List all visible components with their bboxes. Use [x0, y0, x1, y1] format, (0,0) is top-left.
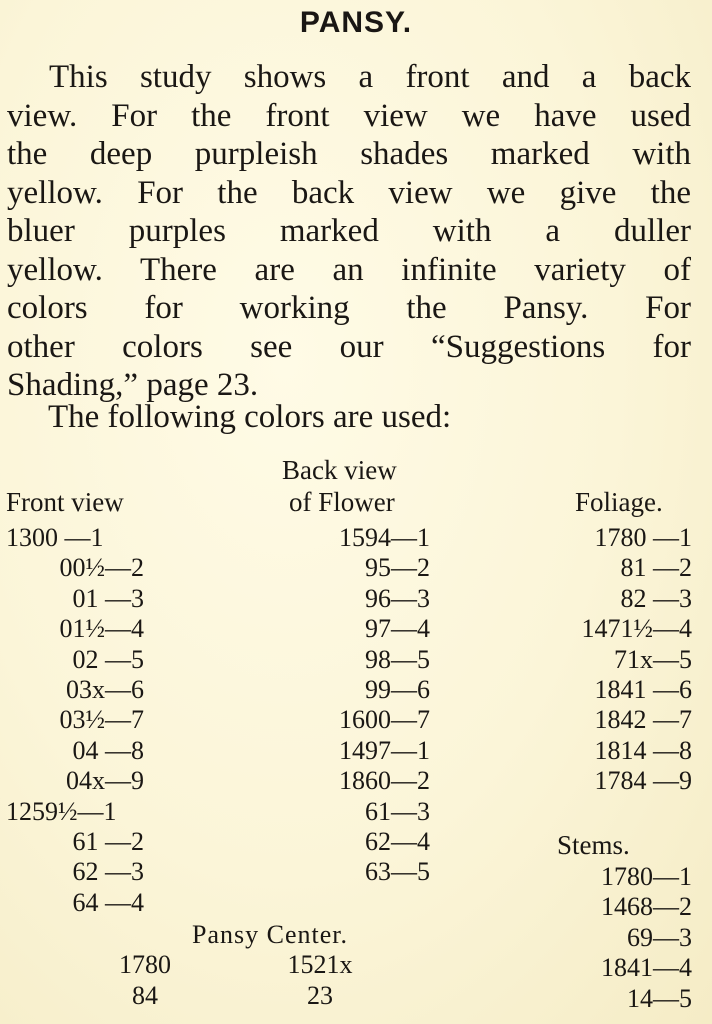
paragraph-line: the deep purpleish shades marked with — [7, 136, 691, 172]
center-row — [100, 981, 420, 1011]
list-item: 1780—1 — [601, 862, 692, 891]
back-view-header-line1: Back view — [282, 455, 397, 485]
list-item: 14—5 — [627, 983, 692, 1013]
list-item: 64 —4 — [72, 887, 144, 917]
list-item: 1600—7 — [339, 705, 430, 735]
list-item: 1497—1 — [339, 735, 430, 765]
list-item: 02 —5 — [72, 644, 144, 674]
list-item: 71x—5 — [614, 644, 692, 674]
paragraph-line: yellow. There are an infinite variety of — [7, 251, 691, 288]
list-item: 1780 —1 — [594, 523, 692, 552]
paragraph-line: Shading,” page 23. — [7, 367, 259, 403]
paragraph-line: yellow. For the back view we give the — [7, 174, 691, 211]
front-view-header: Front view — [6, 487, 124, 517]
list-item: 04x—9 — [66, 766, 144, 796]
list-item: 03x—6 — [66, 674, 144, 704]
list-item: 96—3 — [365, 583, 430, 613]
list-item: 62 —3 — [72, 857, 144, 887]
back-view-header-line2: of Flower — [289, 487, 395, 517]
list-item: 1842 —7 — [594, 705, 692, 735]
list-item: 03½—7 — [59, 705, 144, 735]
list-item: 95—2 — [365, 553, 430, 583]
list-item: 97—4 — [365, 614, 430, 644]
center-value: 1521x — [287, 950, 353, 980]
paragraph-line: This study shows a front and a back — [49, 59, 691, 95]
list-item: 1784 —9 — [594, 766, 692, 796]
page-title: PANSY. — [299, 6, 413, 39]
list-item: 01½—4 — [59, 614, 144, 644]
list-item: 1471½—4 — [581, 614, 692, 644]
list-item: 1860—2 — [339, 766, 430, 796]
center-value: 1780 — [119, 950, 171, 980]
list-item: 04 —8 — [72, 735, 144, 765]
list-item: 01 —3 — [72, 583, 144, 613]
list-item: 69—3 — [627, 922, 692, 952]
list-item: 99—6 — [365, 674, 430, 704]
colors-intro: The following colors are used: — [48, 399, 452, 435]
description-paragraph — [7, 58, 691, 405]
list-item: 1814 —8 — [594, 735, 692, 765]
foliage-list — [540, 523, 692, 797]
list-item: 61—3 — [365, 796, 430, 826]
pansy-center-block — [100, 920, 420, 1011]
foliage-header: Foliage. — [575, 487, 663, 517]
list-item: 82 —3 — [620, 583, 692, 613]
list-item: 62—4 — [365, 826, 430, 856]
paragraph-line: view. For the front view we have used — [7, 97, 691, 134]
pansy-center-header: Pansy Center. — [192, 920, 348, 949]
list-item: 1841 —6 — [594, 674, 692, 704]
list-item: 1259½—1 — [6, 796, 117, 826]
stems-header: Stems. — [557, 830, 630, 860]
list-item: 61 —2 — [72, 826, 144, 856]
list-item: 98—5 — [365, 644, 430, 674]
list-item: 1300 —1 — [6, 523, 104, 552]
center-row — [100, 950, 420, 980]
center-value: 84 — [132, 980, 158, 1010]
list-item: 1594—1 — [339, 523, 430, 552]
paragraph-line: colors for working the Pansy. For — [7, 290, 691, 326]
list-item: 81 —2 — [620, 553, 692, 583]
list-item: 63—5 — [365, 857, 430, 887]
paragraph-line: other colors see our “Suggestions for — [7, 328, 691, 365]
list-item: 00½—2 — [59, 553, 144, 583]
list-item: 1468—2 — [601, 892, 692, 922]
front-view-list — [6, 523, 206, 918]
paragraph-line: bluer purples marked with a duller — [7, 213, 691, 249]
list-item: 1841—4 — [601, 953, 692, 983]
back-view-list — [290, 523, 430, 888]
stems-list — [540, 862, 692, 1014]
center-value: 23 — [307, 980, 333, 1010]
